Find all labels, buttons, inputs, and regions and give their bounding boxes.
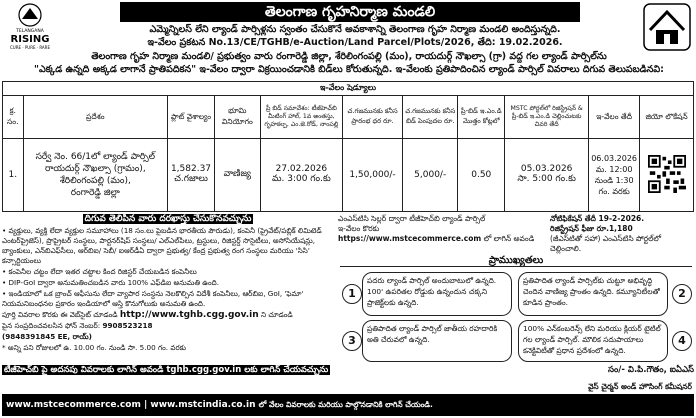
col-header-usage: భూమి వినియోగం xyxy=(214,96,260,139)
tghb-website-link[interactable]: http://www.tghb.cgg.gov.in xyxy=(119,310,259,320)
location-line-1: సర్వే నెం. 66/1లో ల్యాండ్ పార్సిల్ xyxy=(35,152,156,162)
cell-geo xyxy=(640,139,694,212)
prebid-date: 27.02.2026 xyxy=(275,164,328,174)
phone-number-2[interactable]: (9848391845 xyxy=(2,332,56,341)
priority-text: ప్రతిపాదిత ల్యాండ్ పార్సిల్‌కు చుట్టూ అభివృద్ధి చెందిన వాణిజ్య ప్రాంతం ఉన్నది. కమ్యూనిటీలతో కూడిన ప్రాంతం. xyxy=(523,276,660,307)
col-header-prebid: ప్రీ బిడ్ సమావేశం: టీజీహెచ్‌బి మీటింగ్ హాల్, 1వ అంతస్తు, గృహకల్ప, ఎం.జె.రోడ్, నాంపల్లి xyxy=(260,96,342,139)
mstc-line-2: ఇ-వేలం కొరకు xyxy=(338,224,380,233)
mstc-info xyxy=(338,214,694,253)
col-header-location: ప్రదేశం xyxy=(23,96,168,139)
area-unit: చ.గజాలు xyxy=(174,174,208,184)
intro-text xyxy=(4,50,694,76)
registration-fee: రిజిస్ట్రేషన్ ఫీజు రూ.1,180 xyxy=(550,224,633,233)
cell-location xyxy=(23,139,168,212)
priority-number-4: 4 xyxy=(672,331,692,351)
cell-increment: 5,000/- xyxy=(403,139,458,212)
location-line-3: శేరిలింగంపల్లి (మం), xyxy=(59,176,131,186)
auction-schedule-table xyxy=(2,81,694,212)
priority-number-3: 3 xyxy=(342,331,362,351)
eligibility-item: • ఇండియాలో ఒక బ్రాంచ్ ఆఫీసును లేదా వ్యాపార సంస్థను నెలకొల్పిన విదేశీ కంపెనీలు, ఆర్‌బిఐ, GoI, 'ఫెమా' నియమనిబంధనల ప్రకారం ఇండియాలో ఆస్తి కొనుగోలుకు అనుమతి ఉంది. xyxy=(2,289,304,308)
logo-top-text: TELANGANA xyxy=(16,29,44,34)
qr-code-icon[interactable] xyxy=(648,155,686,193)
auction-time-3: గం. వరకు xyxy=(598,187,630,196)
last-time: సా. 5:00 గం.కు xyxy=(517,174,576,184)
eligibility-item: • DIP-GoI ద్వారా అనుమతించబడిన వారు 100% ఎఫ్‌డిఐ అనుమతి ఉంది. xyxy=(2,278,220,287)
mstc-line-1: ఎంఎస్‌టిసి సెల్లర్ ద్వారా టీజీహెచ్‌బి ల్యాండ్ పార్సిల్ xyxy=(338,214,486,223)
priority-box-1 xyxy=(362,272,512,316)
contact-label: పైన సంప్రదించవలసిన ఫోన్ నెంబర్: xyxy=(2,321,101,330)
cell-auction-date xyxy=(589,139,640,212)
cell-sno: 1. xyxy=(3,139,24,212)
phone-number-1[interactable]: 9908523218 xyxy=(102,321,153,330)
tagline: ఎమ్మెన్నిలస్ లేని ల్యాండ్ పార్సిళ్లను స్వంతం చేసుకొనే అవకాశాన్ని తెలంగాణ గృహ నిర్మాణ మండలి అందిస్తున్నది. xyxy=(149,24,561,35)
area-value: 1,582.37 xyxy=(170,164,212,174)
notification-date: నోటిఫికేషన్ తేదీ 19-2-2026. xyxy=(550,214,645,223)
col-header-last-date: MSTC పోర్టల్‌లో రిజిస్ట్రేషన్ & ప్రీ-బిడ్ ఇ.ఎం.డి చెల్లించుటకు చివరి తేదీ xyxy=(505,96,589,139)
priority-text: పదరు ల్యాండ్ పార్సిల్ అందుబాటులో ఉన్నది. 100' ఉపరితల రోడ్డుకు ఉన్నందున చక్కని ప్రాజెక్ట్‌లకు ఉన్నది. xyxy=(367,276,497,307)
priority-text: 100% ఎన్‌కంబరెన్స్ లేని మరియు క్లియర్ టైటిల్ గల ల్యాండ్ పార్సిల్. మౌలిక సదుపాయాలు కనెక్టివిటీతో ప్రధాన ప్రదేశంలో ఉన్నది. xyxy=(523,324,661,355)
intro-line-1: తెలంగాణ గృహ నిర్మాణ మండలి/ ప్రభుత్వం వారు రంగారెడ్డి జిల్లా, శేరిలింగంపల్లి (మం), రాయదుర్గ్ నౌఖల్సా (గ్రా) వద్ద గల ల్యాండ్ పార్సిల్‌ను xyxy=(91,51,607,62)
tghb-login-text: టీజీహెచ్‌బి పై అదనపు వివరాలకు లాగిన్ అవండి tghb.cgg.gov.in లకు లాగిన్ చేయవచ్చును xyxy=(4,365,329,375)
mstc-ecommerce-link[interactable]: www.mstcecommerce.com xyxy=(6,400,141,410)
priority-box-4 xyxy=(518,320,668,362)
intro-line-2: "ఎక్కడ ఉన్నది అక్కడ లాగానే ప్రాతిపదికన" ఇ-వేలం ద్వారా విక్రయించడానికి బిడ్‌లు కోరుతున్నది. ఇ-వేలంకు ప్రతిపాదించిన ల్యాండ్ పార్సిల్ వివరాలు దిగువ తెలుపబడినవి: xyxy=(34,64,664,75)
priority-box-2 xyxy=(518,272,668,316)
table-header-row xyxy=(3,96,694,139)
col-header-area: ప్లాట్ వైశాల్యం xyxy=(168,96,215,139)
cell-prebid xyxy=(260,139,342,212)
eligibility-item: • వ్యక్తులు, వ్యక్తి లేదా వ్యక్తుల సమూహాలు (18 సం.లు పైబడిన భారతీయ పౌరుడు), కంపెనీ (ప్రైవేట్/పబ్లిక్ లిమిటెడ్ ఎంటర్‌ప్రైజెస్), ప్రొప్రైటర్ సంస్థలు, పార్టనర్‌షిప్ సంస్థలు/ ఎల్ఎల్‌పిలు, ట్రస్టులు, రిజిస్టర్డ్ సొసైటీలు, అసోసియేషన్లు, బ్యాంకులు, ఎన్‌బిఎఫ్‌సీలు, ఆర్‌బిఐ/ సెబీ/ ఐఆర్‌డీఏ ద్వారా ప్రభుత్వ/ కేంద్ర ప్రభుత్వ రంగ సంస్థలు మరియు 'సిసి' కన్సార్టియంలు xyxy=(2,226,322,265)
page-title: తెలంగాణ గృహనిర్మాణ మండలి xyxy=(120,2,580,22)
website-line xyxy=(2,310,334,320)
mstc-web-suffix: లో లాగిన్ అవండి xyxy=(483,234,535,243)
working-hours: * అన్ని పని రోజులలో ఉ. 10.00 గం. నుండి సా. 5.00 గం. వరకు xyxy=(2,343,186,352)
prebid-time: మ. 3:00 గం.కు xyxy=(271,174,331,184)
tghb-login-line xyxy=(2,364,694,376)
mstc-india-link[interactable]: www.mstcindia.co.in xyxy=(150,400,256,410)
notification-number: ఇ-వేలం ప్రకటన No.13/CE/TGHB/e-Auction/Land Parcel/Plots/2026, తేది: 19.02.2026. xyxy=(147,37,563,48)
contact-line-2 xyxy=(2,332,334,342)
priority-number-1: 1 xyxy=(342,284,362,304)
footer-mid-text: లో వేలం వివరాలకు మరియు పాల్గొనడానికి లాగిన్ చేయండి. xyxy=(258,400,433,409)
phone-suffix: EE, రాయ్) xyxy=(57,332,92,341)
eligibility-heading: దిగువ తెలిపిన వారు దరఖాస్తు చేసుకొనవచ్చును xyxy=(84,214,252,224)
cell-area xyxy=(168,139,215,212)
eligibility-item: • కంపెనీల చట్టం లేదా ఇతర చట్టాల కింద రిజిస్టర్ చేయబడిన కంపెనీలు xyxy=(2,267,197,276)
mstc-login-info xyxy=(338,214,538,244)
priority-number-2: 2 xyxy=(672,284,692,304)
location-line-4: రంగారెడ్డి జిల్లా xyxy=(70,188,120,198)
priority-text: ప్రతిపాదిత ల్యాండ్ పార్సిల్ జాతీయ రహదారికి అతి చేరువలో ఉన్నది. xyxy=(367,324,498,344)
mstc-website-link[interactable]: https://www.mstcecommerce.com xyxy=(338,234,482,243)
schedule-title: ఇ-వేలం షెడ్యూలు xyxy=(3,82,694,96)
priorities-title: ప్రాముఖ్యతలు xyxy=(488,255,544,266)
cell-min-price: 1,50,000/- xyxy=(342,139,402,212)
signature-name: సం/- వి.పి.గౌతం, ఐఏఎస్ xyxy=(608,365,694,375)
notification-info xyxy=(550,214,694,254)
telangana-rising-logo xyxy=(2,2,58,52)
col-header-increment: చ.గజమునకు కనీస బిడ్ పెంపుదల రూ. xyxy=(403,96,458,139)
priority-box-3 xyxy=(362,320,512,362)
housing-board-emblem xyxy=(642,2,692,52)
auction-date: 06.03.2026 xyxy=(591,154,638,163)
col-header-auction-date: ఇ-వేలం తేదీ xyxy=(589,96,640,139)
auction-time-1: మ. 12:00 xyxy=(595,165,633,174)
col-header-geo: జియో లొకేషన్ xyxy=(640,96,694,139)
fee-note: (జీఎస్‌టితో సహా) ఎంఎస్‌టిసి పోర్టల్‌లో చెల్లించాలి. xyxy=(550,234,662,253)
contact-line xyxy=(2,321,334,331)
website-suffix: ని చూడండి xyxy=(260,310,293,319)
cell-last-date xyxy=(505,139,589,212)
eligibility-section xyxy=(2,214,334,362)
table-row xyxy=(3,139,694,212)
footer-bar: www.mstcecommerce.com | www.mstcindia.co.in లో వేలం వివరాలకు మరియు పాల్గొనడానికి లాగిన్ చేయండి. xyxy=(2,394,694,416)
last-date: 05.03.2026 xyxy=(520,164,573,174)
cell-emd: 0.50 xyxy=(458,139,505,212)
divider xyxy=(340,266,692,267)
eligibility-title xyxy=(2,214,334,224)
col-header-sno: క్ర. సం. xyxy=(3,96,24,139)
signature-title: వైస్ చైర్మన్ అండ్ హౌసింగ్ కమీషనర్ xyxy=(588,382,692,391)
logo-main-text: RISING xyxy=(10,34,50,45)
col-header-min-price: చ.గజమునకు కనీస ప్రారంభ ధర రూ. xyxy=(342,96,402,139)
location-line-2: రాయదుర్గ్ నౌఖల్సా (గ్రామం), xyxy=(44,164,146,174)
cell-usage: వాణిజ్య xyxy=(214,139,260,212)
logo-sub-text: CURE · PURE · RARE xyxy=(10,45,50,50)
col-header-emd: ప్రీ-బిడ్ ఇ.ఎం.డి మొత్తం కోట్లలో xyxy=(458,96,505,139)
website-label: పూర్తి వివరాల కొరకు ఈ వెబ్‌సైట్ చూడండి xyxy=(2,310,118,319)
auction-time-2: నుండి 1:30 xyxy=(594,176,634,185)
